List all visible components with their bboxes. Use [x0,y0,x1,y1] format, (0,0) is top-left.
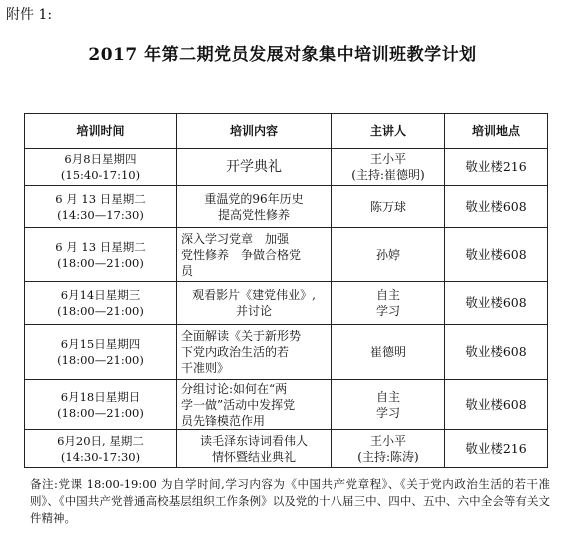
speaker-cell [332,380,445,430]
content-text: 观看影片《建党伟业》, [192,288,316,302]
header-speaker: 主讲人 [332,114,445,149]
training-schedule-table [24,113,548,468]
table-row [25,186,548,228]
content-text: 并讨论 [235,304,272,318]
header-location: 培训地点 [445,114,548,149]
table-row [25,325,548,380]
content-cell [177,186,332,228]
time-cell [25,149,177,186]
content-text: 读毛泽东诗词看伟人 [199,433,308,448]
content-text: 干准则》 [181,361,230,375]
hours-text: (18:00—21:00) [57,353,144,367]
content-text: 党性修养 争做合格党 [181,247,302,262]
speaker-cell [332,186,445,228]
speaker-cell [332,149,445,186]
content-text: 开学典礼 [226,159,282,175]
table-row [25,282,548,325]
speaker-text: 自主 [375,389,400,404]
content-cell [177,228,332,282]
time-cell [25,325,177,380]
header-training-time: 培训时间 [25,114,177,149]
speaker-text: 崔德明 [369,345,406,359]
hours-text: (15:40-17:10) [60,168,141,182]
time-cell [25,430,177,468]
content-text: 全面解读《关于新形势 [181,329,302,343]
date-text: 6月18日星期日 [60,389,141,404]
date-text: 6 月 13 日星期二 [55,191,146,206]
speaker-cell [332,430,445,468]
host-text: (主持:陈涛) [357,449,419,464]
table-row [25,149,548,186]
time-cell [25,282,177,325]
content-cell [177,430,332,468]
location-cell: 敬业楼608 [445,186,548,228]
location-cell: 敬业楼216 [445,430,548,468]
content-cell [177,380,332,430]
speaker-text: 学习 [375,405,400,420]
date-text: 6月20日, 星期二 [57,433,144,448]
content-cell [177,282,332,325]
date-text: 6 月 13 日星期二 [55,239,146,254]
hours-text: (14:30-17:30) [60,449,141,464]
time-cell [25,380,177,430]
speaker-text: 王小平 [369,433,406,448]
content-text: 学一做”活动中发挥党 [181,397,296,412]
table-row [25,228,548,282]
location-cell: 敬业楼608 [445,380,548,430]
speaker-cell [332,228,445,282]
speaker-cell [332,282,445,325]
speaker-text: 王小平 [369,152,406,166]
speaker-text: 自主 [375,288,400,302]
hours-text: (18:00—21:00) [57,304,144,318]
date-text: 6月14日星期三 [60,288,141,302]
location-cell: 敬业楼216 [445,149,548,186]
location-cell: 敬业楼608 [445,228,548,282]
hours-text: (14:30—17:30) [57,207,144,222]
content-text: 提高党性修养 [217,207,290,222]
date-text: 6月15日星期四 [60,337,141,351]
hours-text: (18:00—21:00) [57,405,144,420]
content-text: 员先锋模范作用 [181,413,266,428]
host-text: (主持:崔德明) [351,168,425,182]
speaker-text: 陈万球 [369,199,406,214]
speaker-text: 学习 [375,304,400,318]
time-cell [25,228,177,282]
time-cell [25,186,177,228]
content-text: 重温党的96年历史 [204,191,304,206]
location-cell: 敬业楼608 [445,325,548,380]
location-cell: 敬业楼608 [445,282,548,325]
content-cell [177,149,332,186]
attachment-label: 附件 1: [6,7,53,23]
document-title: 2017 年第二期党员发展对象集中培训班教学计划 [88,45,477,65]
speaker-cell [332,325,445,380]
table-header-row [25,114,548,149]
date-text: 6月8日星期四 [64,152,137,166]
speaker-text: 孙婷 [375,247,400,262]
table-row [25,430,548,468]
content-text: 情怀暨结业典礼 [211,449,296,464]
content-text: 员 [181,263,194,278]
hours-text: (18:00—21:00) [57,255,144,270]
header-training-content: 培训内容 [177,114,332,149]
content-cell [177,325,332,380]
content-text: 深入学习党章 加强 [181,231,290,246]
content-text: 分组讨论:如何在“两 [181,381,288,396]
content-text: 下党内政治生活的若 [181,345,290,359]
table-row [25,380,548,430]
remark-note: 备注:党课 18:00-19:00 为自学时间,学习内容为《中国共产党章程》、《关于党内政治生活的若干准则》、《中国共产党普通高校基层组织工作条例》以及党的十八届三中、四中、五中、六中全会等有关文件精神。 [30,477,550,525]
